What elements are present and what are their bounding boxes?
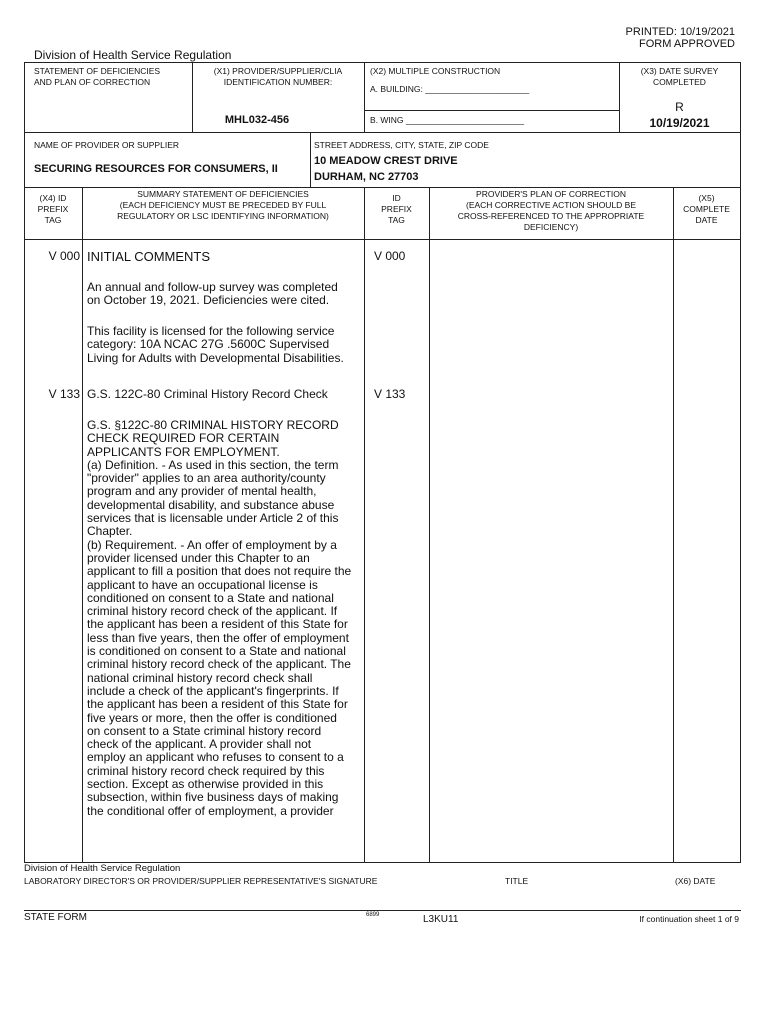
plan-header-line: CROSS-REFERENCED TO THE APPROPRIATE [457,211,645,221]
id-prefix-tag: V 133 [374,387,406,401]
text-line: (a) Definition. - As used in this section, the term [87,457,339,472]
x4-header-line: (X4) ID [39,193,67,203]
text-line: less than five years, then the offer of employment [87,630,349,645]
text-line: the applicant has been a resident of this State for [87,697,348,712]
text-line: services that is licensable under Article 2 of this [87,511,339,526]
text-line: developmental disability, and substance abuse [87,497,335,512]
provider-id: MHL032-456 [224,114,290,126]
text-line: the applicant has been a resident of this State for [87,617,348,632]
street-label: STREET ADDRESS, CITY, STATE, ZIP CODE [314,140,489,150]
text-line: include a check of the applicant's fingerprints. If [87,683,339,698]
form-number: 6899 [366,912,380,918]
prefix-tag: V 133 [48,387,80,401]
text-line: is conditioned on consent to a State and national [87,644,346,659]
text-line: provider licensed under this Chapter to an [87,550,310,565]
id-header [364,193,429,226]
rule [364,110,619,111]
x2-label: (X2) MULTIPLE CONSTRUCTION [370,66,501,76]
x3-label-line: (X3) DATE SURVEY [640,66,719,76]
id-prefix-tag: V 000 [374,249,406,263]
text-line: An annual and follow-up survey was completed [87,280,338,294]
text-line: check of the applicant. A provider shall not [87,737,312,752]
text-line: This facility is licensed for the following service [87,324,335,338]
x4-header-line: TAG [44,215,62,225]
rule [82,187,83,862]
x5-header [673,193,740,226]
text-line: the conditional offer of employment, a provider [87,803,334,818]
text-line: category: 10A NCAC 27G .5600C Supervised [87,337,330,352]
rule [429,187,430,862]
rule [364,62,365,132]
plan-header-line: (EACH CORRECTIVE ACTION SHOULD BE [465,200,637,210]
rule [673,187,674,862]
statement-label-line: AND PLAN OF CORRECTION [34,77,151,87]
printed-date: PRINTED: 10/19/2021 [625,26,735,38]
text-line: on October 19, 2021. Deficiencies were cited. [87,293,330,308]
text-line: applicant to have an occupational license is [87,577,318,592]
summary-header-line: SUMMARY STATEMENT OF DEFICIENCIES [137,189,309,199]
prefix-tag: V 000 [48,249,80,263]
summary-header-line: (EACH DEFICIENCY MUST BE PRECEDED BY FULL [119,200,327,210]
plan-header [429,189,673,233]
street-line-1: 10 MEADOW CREST DRIVE [314,155,458,167]
x3-label [619,66,740,88]
text-line: applicant to fill a position that does not require the [87,564,352,579]
paragraph [87,325,344,365]
text-line: subsection, within five business days of making [87,790,339,805]
text-line: "provider" applies to an area authority/county [87,471,326,486]
text-line: criminal history record check of the applicant. The [87,657,351,672]
footer-agency: Division of Health Service Regulation [24,863,181,874]
text-line: on consent to a State criminal history record [87,723,322,738]
x5-header-line: (X5) [698,193,715,203]
text-line: CHECK REQUIRED FOR CERTAIN [87,431,280,446]
provider-name: SECURING RESOURCES FOR CONSUMERS, II [34,163,278,175]
text-line: criminal history record check of the applicant. If [87,604,338,619]
id-header-line: TAG [388,215,405,225]
plan-header-line: PROVIDER'S PLAN OF CORRECTION [476,189,626,199]
x1-label-line: (X1) PROVIDER/SUPPLIER/CLIA [213,66,343,76]
survey-type: R [675,100,684,114]
id-header-line: ID [392,193,401,203]
x1-label-line: IDENTIFICATION NUMBER: [223,77,333,87]
id-header-line: PREFIX [381,204,412,214]
text-line: (b) Requirement. - An offer of employment by a [87,537,337,552]
text-line: section. Except as otherwise provided in this [87,777,324,792]
survey-date: 10/19/2021 [649,116,710,130]
x5-header-line: COMPLETE [683,204,730,214]
form-approved: FORM APPROVED [639,38,735,50]
rule [310,132,311,187]
text-line: employ an applicant who refuses to consent to a [87,750,344,765]
statement-label [34,66,160,88]
regulation-text [87,419,363,818]
street-line-2: DURHAM, NC 27703 [314,171,419,183]
rule [24,910,741,911]
text-line: five years or more, then the offer is conditioned [87,710,337,725]
summary-header [82,189,364,222]
text-line: conditioned on consent to a State and national [87,590,334,605]
date-label: (X6) DATE [675,876,716,886]
text-line: criminal history record check required by this [87,763,325,778]
rule [24,62,25,862]
text-line: APPLICANTS FOR EMPLOYMENT. [87,444,280,459]
building-field: A. BUILDING: ______________________ [370,84,530,94]
summary-header-line: REGULATORY OR LSC IDENTIFYING INFORMATION) [117,211,329,221]
text-line: Living for Adults with Developmental Disabilities. [87,350,344,365]
agency-title: Division of Health Service Regulation [34,48,232,62]
title-label: TITLE [505,876,529,886]
state-form-label: STATE FORM [24,912,87,923]
x4-header [24,193,82,226]
text-line: G.S. §122C-80 CRIMINAL HISTORY RECORD [87,418,339,432]
signature-label: LABORATORY DIRECTOR'S OR PROVIDER/SUPPLIER REPRESENTATIVE'S SIGNATURE [24,876,378,886]
text-line: program and any provider of mental health, [87,484,317,499]
text-line: Chapter. [87,524,133,539]
rule [24,132,741,133]
rule [24,239,741,240]
x4-header-line: PREFIX [37,204,69,214]
rule [364,187,365,862]
text-line: national criminal history record check shall [87,670,313,685]
provider-name-label: NAME OF PROVIDER OR SUPPLIER [34,140,179,150]
v133-title: G.S. 122C-80 Criminal History Record Check [87,387,328,401]
x5-header-line: DATE [695,215,718,225]
initial-comments-heading: INITIAL COMMENTS [87,249,211,264]
continuation-sheet: If continuation sheet 1 of 9 [639,914,739,924]
x1-label [192,66,364,88]
rule [24,187,741,188]
statement-label-line: STATEMENT OF DEFICIENCIES [34,66,161,76]
rule [740,62,741,862]
wing-field: B. WING _________________________ [370,115,525,125]
plan-header-line: DEFICIENCY) [523,222,579,232]
x3-label-line: COMPLETED [653,77,706,87]
event-id: L3KU11 [423,914,459,925]
paragraph [87,281,338,308]
rule [24,62,741,63]
